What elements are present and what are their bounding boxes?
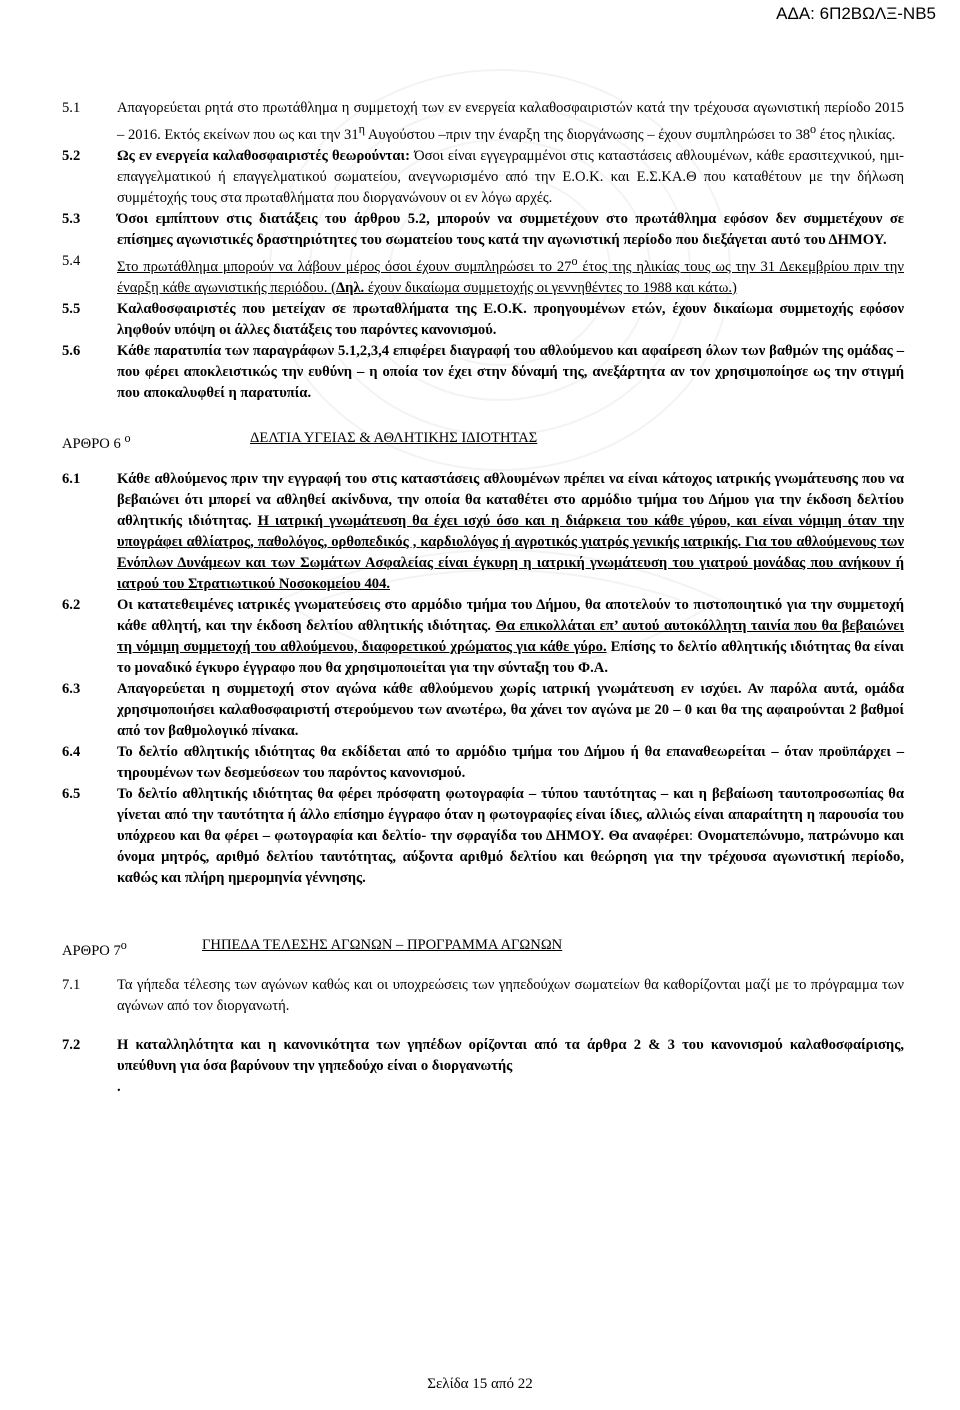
paragraph-text: Κάθε αθλούμενος πριν την εγγραφή του στις καταστάσεις αθλουμένων πρέπει να είναι κάτοχος ιατρικής γνωμάτευσης που να βεβαιώνει ότι μπορεί να αθληθεί ακίνδυνα, την οποία θα καταθέτει στο αρμόδιο τμήμα του Δήμου για την έκδοση δελτίου αθλητικής ιδιότητας. Η ιατρική γνωμάτευση θα έχει ισχύ όσο και η διάρκεια του κάθε γύρου, και είναι νόμιμη όταν την υπογράφει αθλίατρος, παθολόγος, ορθοπεδικός , καρδιολόγος ή αγροτικός γιατρός γενικής ιατρικής. Για του αθλούμενους των Ενόπλων Δυνάμεων και των Σωμάτων Ασφαλείας είναι έγκυρη η ιατρική γνωμάτευση του γιατρού μονάδας που ανήκουν ή ιατρού του Στρατιωτικού Νοσοκομείου 404. — [117, 470, 904, 592]
article-label: ΑΡΘΡΟ $7^o$ — [62, 937, 127, 959]
paragraph-text: Όσοι εμπίπτουν στις διατάξεις του άρθρου 5.2, μπορούν να συμμετέχουν στο πρωτάθλημα εφόσον δεν συμμετέχουν σε επίσημες αγωνιστικές δραστηριότητες του σωματείου τους κατά την αγωνιστική περίοδο που διεξάγεται αυτό του ΔΗΜΟΥ. — [117, 210, 904, 248]
paragraph-number: 7.2 — [62, 1037, 81, 1054]
paragraph-text: Καλαθοσφαιριστές που μετείχαν σε πρωταθλήματα της Ε.Ο.Κ. προηγουμένων ετών, έχουν δικαίωμα συμμετοχής εφόσον ληφθούν υπόψη οι άλλες διατάξεις του παρόντες κανονισμού. — [117, 300, 904, 338]
paragraph-text: Απαγορεύεται ρητά στο πρωτάθλημα η συμμετοχή των εν ενεργεία καλαθοσφαιριστών κατά την τρέχουσα αγωνιστική περίοδο 2015 – 2016. Εκτός εκείνων που ως και την $31^\eta$ Αυγούστου –πριν την έναρξη της διοργάνωσης – έχουν συμπληρώσει το $38^o$ έτος ηλικίας. — [117, 100, 904, 143]
paragraph-number: 6.2 — [62, 596, 81, 613]
paragraph-text: Οι κατατεθειμένες ιατρικές γνωματεύσεις στο αρμόδιο τμήμα του Δήμου, θα αποτελούν το πιστοποιητικό για την συμμετοχή κάθε αθλητή, και την έκδοση δελτίου αθλητικής ιδιότητας. Θα επικολλάται επ’ αυτού αυτοκόλλητη ταινία που θα βεβαιώνει τη νόμιμη συμμετοχή του αθλούμενου, διαφορετικού χρώματος για κάθε γύρο. Επίσης το δελτίο αθλητικής ιδιότητας θα είναι το μοναδικό έγκυρο έγγραφο που θα χρησιμοποιείται για την σύνταξη του Φ.Α. — [117, 596, 904, 676]
paragraph-number: 6.5 — [62, 785, 81, 802]
page-number-footer: Σελίδα 15 από 22 — [427, 1376, 533, 1392]
paragraph-number: 5.6 — [62, 342, 81, 359]
paragraph-text: Τα γήπεδα τέλεσης των αγώνων καθώς και οι υποχρεώσεις των γηπεδούχων σωματείων θα καθορίζονται μαζί με το πρόγραμμα των αγώνων από τον διοργανωτή. — [117, 977, 904, 1015]
paragraph-6-5 — [62, 784, 904, 889]
paragraph-number: 7.1 — [62, 977, 81, 994]
article-6-heading — [62, 428, 904, 455]
paragraph-text: Απαγορεύεται η συμμετοχή στον αγώνα κάθε αθλούμενου χωρίς ιατρική γνωμάτευση εν ισχύει. Αν παρόλα αυτά, ομάδα χρησιμοποιήσει καλαθοσφαιριστή στερούμενου των ανωτέρω, θα χάνει τον αγώνα με 20 – 0 και θα της αφαιρούνται 2 βαθμοί από τον βαθμολογικό πίνακα. — [117, 680, 904, 739]
paragraph-6-1 — [62, 469, 904, 595]
paragraph-number: 6.1 — [62, 470, 81, 487]
paragraph-5-6 — [62, 341, 904, 404]
ada-code: ΑΔΑ: 6Π2ΒΩΛΞ-ΝΒ5 — [776, 4, 936, 23]
paragraph-text: Ως εν ενεργεία καλαθοσφαιριστές θεωρούνται: Όσοι είναι εγγεγραμμένοι στις καταστάσεις αθλουμένων, κάθε ερασιτεχνικού, ημι-επαγγελματικού ή επαγγελματικού σωματείου, ανεγνωρισμένο από την Ε.Ο.Κ. και Ε.Σ.ΚΑ.Θ που καταθέτουν με την δήλωση συμμέτοχής τους στα πρωταθλήματα που διοργανώνουν οι εν λόγω αρχές. — [117, 147, 904, 206]
paragraph-5-5 — [62, 299, 904, 341]
paragraph-6-2 — [62, 595, 904, 679]
paragraph-5-2 — [62, 146, 904, 209]
paragraph-text: Στο πρωτάθλημα μπορούν να λάβουν μέρος όσοι έχουν συμπληρώσει το $27^o$ έτος της ηλικίας τους ως την 31 Δεκεμβρίου πριν την έναρξη κάθε αγωνιστικής περιόδου. (Δηλ. έχουν δικαίωμα συμμετοχής οι γεννηθέντες το 1988 και κάτω.) — [117, 253, 904, 296]
paragraph-5-3 — [62, 209, 904, 251]
paragraph-number: 5.1 — [62, 100, 81, 116]
article-7-heading — [62, 935, 904, 962]
paragraph-6-4 — [62, 742, 904, 784]
paragraph-7-1 — [62, 975, 904, 1017]
paragraph-number: 5.5 — [62, 300, 81, 317]
paragraph-text: Το δελτίο αθλητικής ιδιότητας θα φέρει πρόσφατη φωτογραφία – τύπου ταυτότητας – και η βεβαίωση ταυτοπροσωπίας θα γίνεται από την ταυτότητα ή άλλο επίσημο έγγραφο όταν η φωτογραφίες είναι ίδιες, αλλιώς είναι απαραίτητη η παρουσία του υπόχρεου και θα φέρει – φωτογραφία και δελτίο- την σφραγίδα του ΔΗΜΟΥ. Θα αναφέρει: Ονοματεπώνυμο, πατρώνυμο και όνομα μητρός, αριθμό δελτίου ταυτότητας, αύξοντα αριθμό δελτίου και θεώρηση για την τρέχουσα αγωνιστική περίοδο, καθώς και πλήρη ημερομηνία γέννησης. — [117, 785, 905, 886]
paragraph-6-3 — [62, 679, 904, 742]
paragraph-text: Η καταλληλότητα και η κανονικότητα των γηπέδων ορίζονται από τα άρθρα 2 & 3 του κανονισμού καλαθοσφαίρισης, υπεύθυνη για όσα βαρύνουν την γηπεδούχο είναι ο διοργανωτής . — [117, 1037, 904, 1096]
paragraph-5-4 — [62, 251, 904, 299]
document-body — [62, 98, 904, 1098]
paragraph-number: 6.3 — [62, 680, 81, 697]
article-label: ΑΡΘΡΟ 6 $^o$ — [62, 430, 131, 452]
paragraph-7-2 — [62, 1035, 904, 1098]
paragraph-number: 5.4 — [62, 252, 81, 269]
article-title: ΓΗΠΕΔΑ ΤΕΛΕΣΗΣ ΑΓΩΝΩΝ – ΠΡΟΓΡΑΜΜΑ ΑΓΩΝΩΝ — [202, 936, 563, 953]
paragraph-number: 5.3 — [62, 210, 81, 227]
paragraph-text: Κάθε παρατυπία των παραγράφων 5.1,2,3,4 επιφέρει διαγραφή του αθλούμενου και αφαίρεση όλων των βαθμών της ομάδας – που φέρει αποκλειστικώς την ευθύνη – η οποία τον έχει στην δύναμή της, ανεξάρτητα αν τον χρησιμοποίησε ως την στιγμή που αποκαλυφθεί η παρατυπία. — [117, 342, 904, 401]
paragraph-number: 5.2 — [62, 147, 81, 164]
paragraph-5-1 — [62, 98, 904, 146]
article-title: ΔΕΛΤΙΑ ΥΓΕΙΑΣ & ΑΘΛΗΤΙΚΗΣ ΙΔΙΟΤΗΤΑΣ — [250, 429, 538, 446]
paragraph-number: 6.4 — [62, 743, 81, 760]
paragraph-text: Το δελτίο αθλητικής ιδιότητας θα εκδίδεται από το αρμόδιο τμήμα του Δήμου ή θα επαναθεωρείται – όταν προϋπάρχει – τηρουμένων των δεσμεύσεων του παρόντος κανονισμού. — [117, 743, 904, 781]
